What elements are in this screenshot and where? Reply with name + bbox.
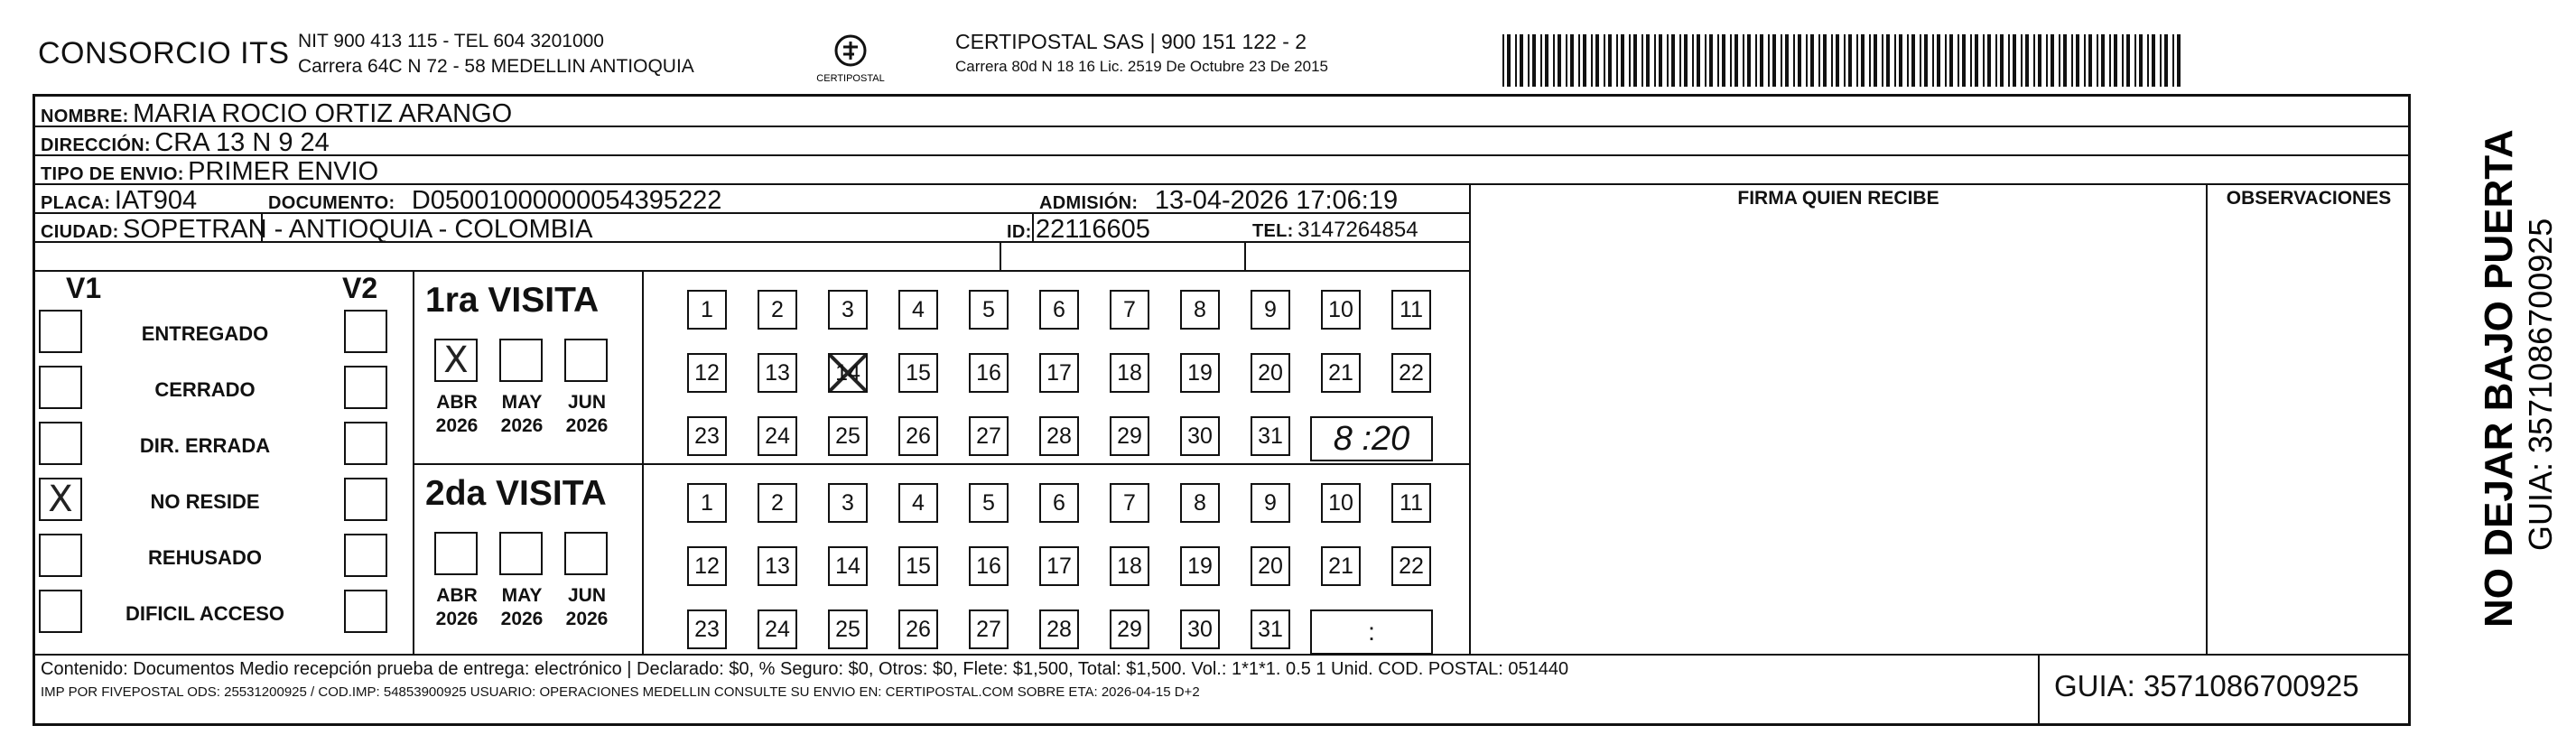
city-value: SOPETRAN - ANTIOQUIA - COLOMBIA xyxy=(123,215,593,244)
company-info xyxy=(298,29,694,79)
address-row xyxy=(41,128,330,158)
contents-line: Contenido: Documentos Medio recepción prueba de entrega: electrónico | Declarado: $0, % Seguro: $0, Otros: $0, Flete: $1,500, Total: $1,500. Vol.: 1*1*1. 0.5 1 Unid. COD. POSTAL: 051440 xyxy=(41,659,1569,679)
barcode-bar xyxy=(1692,34,1694,87)
side-panel xyxy=(2402,126,2573,632)
barcode-bar xyxy=(1793,34,1795,87)
status-label: DIFICIL ACCESO xyxy=(125,602,284,625)
barcode-bar xyxy=(1558,34,1561,87)
day-box[interactable]: 13 xyxy=(758,353,797,393)
plate-field xyxy=(41,186,197,216)
barcode-bar xyxy=(2051,34,2054,87)
barcode-bar xyxy=(1545,34,1548,87)
day-box[interactable]: 8 xyxy=(1180,483,1220,523)
name-label: NOMBRE: xyxy=(41,107,129,126)
v2-header: V2 xyxy=(342,272,378,304)
month-year: 2026 xyxy=(435,609,479,629)
day-box[interactable]: 28 xyxy=(1039,609,1079,649)
month-year: 2026 xyxy=(565,415,609,436)
barcode-bar xyxy=(1578,34,1580,87)
day-box[interactable]: 12 xyxy=(687,546,727,586)
day-box[interactable]: 2 xyxy=(758,483,797,523)
barcode-bar xyxy=(2172,34,2174,87)
courier-line2: Carrera 80d N 18 16 Lic. 2519 De Octubre 23 De 2015 xyxy=(955,58,1328,75)
day-box[interactable]: 20 xyxy=(1251,546,1290,586)
barcode-bar xyxy=(1633,34,1637,87)
barcode-bar xyxy=(2084,34,2086,87)
v1-header: V1 xyxy=(66,272,102,304)
barcode-bar xyxy=(1654,34,1656,87)
month-name: MAY xyxy=(501,585,543,606)
day-box[interactable]: 27 xyxy=(969,609,1009,649)
barcode-bar xyxy=(1856,34,1858,87)
day-box[interactable]: 18 xyxy=(1110,353,1149,393)
barcode-bar xyxy=(1528,34,1530,87)
barcode-bar xyxy=(2088,34,2092,87)
month-year: 2026 xyxy=(565,609,609,629)
name-row xyxy=(41,99,512,129)
barcode-bar xyxy=(2025,34,2029,87)
barcode-bar xyxy=(1810,34,1814,87)
status-label: ENTREGADO xyxy=(141,322,269,345)
city-label: CIUDAD: xyxy=(41,222,119,242)
day-box[interactable]: 24 xyxy=(758,416,797,456)
barcode-bar xyxy=(1604,34,1605,87)
month-checkbox[interactable] xyxy=(434,532,478,575)
barcode-bar xyxy=(1629,34,1631,87)
barcode-bar xyxy=(1697,34,1700,87)
barcode-bar xyxy=(2177,34,2181,87)
status-v1-checkbox[interactable]: X xyxy=(39,478,82,521)
recipient-address: CRA 13 N 9 24 xyxy=(154,128,330,157)
barcode-bar xyxy=(1975,34,1978,87)
barcode-bar xyxy=(1798,34,1801,87)
day-box[interactable]: 26 xyxy=(898,416,938,456)
plate-label: PLACA: xyxy=(41,193,111,213)
day-box[interactable]: 17 xyxy=(1039,353,1079,393)
barcode-bar xyxy=(2109,34,2111,87)
observations-header: OBSERVACIONES xyxy=(2226,188,2392,209)
barcode-bar xyxy=(1671,34,1675,87)
month-name: ABR xyxy=(436,392,478,413)
certipostal-logo xyxy=(814,31,887,90)
tel-label: TEL: xyxy=(1252,221,1294,241)
day-box[interactable]: 28 xyxy=(1039,416,1079,456)
barcode-bar xyxy=(1970,34,1972,87)
barcode-bar xyxy=(1899,34,1902,87)
day-box[interactable]: 13 xyxy=(758,546,797,586)
id-field xyxy=(1007,215,1150,245)
day-box[interactable]: 22 xyxy=(1391,546,1431,586)
barcode-bar xyxy=(1874,34,1877,87)
barcode-bar xyxy=(1962,34,1966,87)
document-label: DOCUMENTO: xyxy=(268,193,395,213)
barcode-bar xyxy=(2076,34,2079,87)
month-year: 2026 xyxy=(500,609,544,629)
day-box[interactable]: 4 xyxy=(898,290,938,330)
day-box[interactable]: 8 xyxy=(1180,290,1220,330)
barcode-bar xyxy=(1894,34,1896,87)
day-box[interactable]: 5 xyxy=(969,290,1009,330)
day-box[interactable]: 15 xyxy=(898,546,938,586)
month-name: JUN xyxy=(567,585,606,606)
footer-guide: GUIA: 3571086700925 xyxy=(2054,669,2359,702)
status-label: DIR. ERRADA xyxy=(139,434,271,457)
day-box[interactable]: 9 xyxy=(1251,290,1290,330)
barcode-bar xyxy=(1995,34,1997,87)
barcode-bar xyxy=(1734,34,1738,87)
day-box[interactable]: 11 xyxy=(1391,483,1431,523)
barcode-bar xyxy=(2021,34,2023,87)
status-v1-checkbox[interactable] xyxy=(39,534,82,577)
day-box[interactable]: 18 xyxy=(1110,546,1149,586)
admission-field xyxy=(1039,186,1398,216)
barcode-bar xyxy=(2063,34,2067,87)
day-box[interactable]: 6 xyxy=(1039,290,1079,330)
status-v1-checkbox[interactable] xyxy=(39,366,82,409)
month-checkbox[interactable] xyxy=(564,532,608,575)
month-label xyxy=(425,391,488,438)
day-box[interactable]: 3 xyxy=(828,483,868,523)
barcode-bar xyxy=(1844,34,1846,87)
status-label: NO RESIDE xyxy=(150,490,260,513)
barcode-bar xyxy=(1515,34,1517,87)
day-box[interactable]: 29 xyxy=(1110,416,1149,456)
month-name: JUN xyxy=(567,392,606,413)
barcode-bar xyxy=(1502,34,1504,87)
barcode-bar xyxy=(2071,34,2073,87)
barcode-bar xyxy=(2013,34,2016,87)
barcode-bar xyxy=(1540,34,1542,87)
barcode-bar xyxy=(1949,34,1953,87)
courier-info xyxy=(955,29,1328,79)
day-box[interactable]: 16 xyxy=(969,353,1009,393)
barcode-bar xyxy=(1591,34,1593,87)
barcode-bar xyxy=(2152,34,2155,87)
day-box[interactable]: 29 xyxy=(1110,609,1149,649)
day-box[interactable]: 25 xyxy=(828,416,868,456)
company-name: CONSORCIO ITS xyxy=(38,36,290,70)
barcode-bar xyxy=(1987,34,1991,87)
logo-text: CERTIPOSTAL xyxy=(816,73,885,84)
barcode-bar xyxy=(1924,34,1928,87)
company-address: Carrera 64C N 72 - 58 MEDELLIN ANTIOQUIA xyxy=(298,56,694,77)
day-box[interactable]: 6 xyxy=(1039,483,1079,523)
month-year: 2026 xyxy=(435,415,479,436)
header xyxy=(0,0,2576,101)
barcode-bar xyxy=(1848,34,1852,87)
shipment-row xyxy=(41,157,378,187)
day-box[interactable]: 10 xyxy=(1321,290,1361,330)
month-label xyxy=(490,584,553,631)
city-field xyxy=(41,215,592,245)
barcode-bar xyxy=(1532,34,1536,87)
side-guide: GUIA: 3571086700925 xyxy=(2522,218,2559,551)
status-v2-checkbox[interactable] xyxy=(344,590,387,633)
visit-title: 1ra VISITA xyxy=(425,281,600,320)
barcode-bar xyxy=(1667,34,1669,87)
barcode-bar xyxy=(1679,34,1681,87)
barcode-bar xyxy=(1861,34,1865,87)
month-year: 2026 xyxy=(500,415,544,436)
address-label: DIRECCIÓN: xyxy=(41,135,151,155)
barcode-bar xyxy=(2122,34,2124,87)
barcode-bar xyxy=(2101,34,2105,87)
plate-value: IAT904 xyxy=(114,186,198,215)
day-box[interactable]: 22 xyxy=(1391,353,1431,393)
day-box[interactable]: 19 xyxy=(1180,546,1220,586)
barcode-bar xyxy=(1616,34,1618,87)
day-box[interactable]: 14 xyxy=(828,546,868,586)
barcode-bar xyxy=(1945,34,1947,87)
barcode-bar xyxy=(1806,34,1808,87)
day-box[interactable]: 1 xyxy=(687,290,727,330)
shipment-type: PRIMER ENVIO xyxy=(188,157,379,186)
barcode-bar xyxy=(1722,34,1725,87)
barcode-bar xyxy=(2147,34,2149,87)
day-box[interactable]: 14 xyxy=(828,353,868,393)
barcode-bar xyxy=(1684,34,1688,87)
barcode-bar xyxy=(1659,34,1662,87)
day-box[interactable]: 10 xyxy=(1321,483,1361,523)
barcode-bar xyxy=(2008,34,2010,87)
barcode-bar xyxy=(2139,34,2143,87)
barcode-bar xyxy=(1507,34,1511,87)
print-info-line: IMP POR FIVEPOSTAL ODS: 25531200925 / COD.IMP: 54853900925 USUARIO: OPERACIONES MEDELLIN CONSULTE SU ENVIO EN: CERTIPOSTAL.COM SOBRE ETA: 2026-04-15 D+2 xyxy=(41,684,1200,700)
barcode-bar xyxy=(1583,34,1586,87)
barcode-bar xyxy=(2000,34,2004,87)
day-box[interactable]: 20 xyxy=(1251,353,1290,393)
day-box[interactable]: 26 xyxy=(898,609,938,649)
day-box[interactable]: 30 xyxy=(1180,416,1220,456)
barcode-bar xyxy=(1621,34,1624,87)
month-checkbox[interactable] xyxy=(499,339,543,382)
barcode-bar xyxy=(1705,34,1706,87)
barcode-bar xyxy=(1882,34,1883,87)
barcode-bar xyxy=(1570,34,1574,87)
id-value: 22116605 xyxy=(1036,215,1150,244)
visit-title: 2da VISITA xyxy=(425,474,607,513)
month-label xyxy=(555,391,618,438)
day-box[interactable]: 12 xyxy=(687,353,727,393)
day-box[interactable]: 1 xyxy=(687,483,727,523)
day-box[interactable]: 21 xyxy=(1321,353,1361,393)
barcode-bar xyxy=(1760,34,1763,87)
barcode-bar xyxy=(1937,34,1940,87)
barcode-bar xyxy=(1717,34,1719,87)
barcode-bar xyxy=(1907,34,1909,87)
barcode-bar xyxy=(1641,34,1643,87)
barcode-bar xyxy=(1831,34,1833,87)
day-box[interactable]: 9 xyxy=(1251,483,1290,523)
barcode-bar xyxy=(2033,34,2035,87)
day-box[interactable]: 21 xyxy=(1321,546,1361,586)
recipient-name: MARIA ROCIO ORTIZ ARANGO xyxy=(133,99,513,128)
barcode-bar xyxy=(1755,34,1757,87)
barcode-bar xyxy=(1869,34,1871,87)
barcode xyxy=(1502,34,2189,87)
delivery-form xyxy=(33,94,2411,726)
admission-label: ADMISIÓN: xyxy=(1039,193,1139,213)
day-box[interactable]: 31 xyxy=(1251,609,1290,649)
status-v2-checkbox[interactable] xyxy=(344,478,387,521)
day-box[interactable]: 19 xyxy=(1180,353,1220,393)
visit-time-field[interactable]: 8 :20 xyxy=(1310,416,1433,461)
barcode-bar xyxy=(1595,34,1599,87)
tel-field xyxy=(1252,218,1418,243)
barcode-bar xyxy=(2114,34,2117,87)
month-label xyxy=(490,391,553,438)
barcode-bar xyxy=(1785,34,1789,87)
day-box[interactable]: 23 xyxy=(687,609,727,649)
company-nit: NIT 900 413 115 - TEL 604 3201000 xyxy=(298,31,604,51)
barcode-bar xyxy=(1772,34,1776,87)
barcode-bar xyxy=(2126,34,2130,87)
barcode-bar xyxy=(1836,34,1839,87)
day-box[interactable]: 5 xyxy=(969,483,1009,523)
month-name: ABR xyxy=(436,585,478,606)
day-box[interactable]: 27 xyxy=(969,416,1009,456)
status-v2-checkbox[interactable] xyxy=(344,366,387,409)
barcode-bar xyxy=(1743,34,1744,87)
barcode-bar xyxy=(1608,34,1612,87)
day-box[interactable]: 23 xyxy=(687,416,727,456)
barcode-bar xyxy=(2134,34,2136,87)
day-box[interactable]: 7 xyxy=(1110,290,1149,330)
status-v2-checkbox[interactable] xyxy=(344,310,387,353)
barcode-bar xyxy=(1823,34,1827,87)
status-v1-checkbox[interactable] xyxy=(39,422,82,465)
day-box[interactable]: 24 xyxy=(758,609,797,649)
status-v2-checkbox[interactable] xyxy=(344,534,387,577)
barcode-bar xyxy=(1958,34,1959,87)
month-checkbox[interactable] xyxy=(499,532,543,575)
barcode-bar xyxy=(2059,34,2060,87)
barcode-bar xyxy=(1818,34,1820,87)
barcode-bar xyxy=(1553,34,1555,87)
day-box[interactable]: 2 xyxy=(758,290,797,330)
barcode-bar xyxy=(1709,34,1713,87)
month-name: MAY xyxy=(501,392,543,413)
side-warning: NO DEJAR BAJO PUERTA xyxy=(2477,129,2521,628)
status-v1-checkbox[interactable] xyxy=(39,310,82,353)
barcode-bar xyxy=(1566,34,1567,87)
barcode-bar xyxy=(1747,34,1751,87)
status-v1-checkbox[interactable] xyxy=(39,590,82,633)
day-box[interactable]: 3 xyxy=(828,290,868,330)
month-checkbox[interactable]: X xyxy=(434,339,478,382)
status-label: REHUSADO xyxy=(148,546,262,569)
document-value: D05001000000054395222 xyxy=(411,186,722,215)
side-text-svg xyxy=(2402,126,2573,632)
visit-time-field[interactable]: : xyxy=(1310,609,1433,655)
admission-value: 13-04-2026 17:06:19 xyxy=(1154,186,1399,215)
barcode-bar xyxy=(1768,34,1770,87)
barcode-bar xyxy=(1911,34,1915,87)
day-box[interactable]: 25 xyxy=(828,609,868,649)
tel-value: 3147264854 xyxy=(1297,218,1418,242)
barcode-bar xyxy=(1781,34,1782,87)
day-box[interactable]: 7 xyxy=(1110,483,1149,523)
signature-header: FIRMA QUIEN RECIBE xyxy=(1737,188,1939,209)
barcode-bar xyxy=(2038,34,2041,87)
day-box[interactable]: 31 xyxy=(1251,416,1290,456)
barcode-bar xyxy=(1646,34,1650,87)
month-checkbox[interactable] xyxy=(564,339,608,382)
barcode-bar xyxy=(1520,34,1523,87)
status-v2-checkbox[interactable] xyxy=(344,422,387,465)
courier-line1: CERTIPOSTAL SAS | 900 151 122 - 2 xyxy=(955,30,1307,53)
day-box[interactable]: 4 xyxy=(898,483,938,523)
shipment-label: TIPO DE ENVIO: xyxy=(41,164,184,184)
status-label: CERRADO xyxy=(154,378,256,401)
document-field xyxy=(268,186,721,216)
barcode-bar xyxy=(1983,34,1985,87)
barcode-bar xyxy=(1920,34,1921,87)
barcode-bar xyxy=(2046,34,2048,87)
barcode-bar xyxy=(1932,34,1934,87)
day-box[interactable]: 30 xyxy=(1180,609,1220,649)
month-label xyxy=(425,584,488,631)
barcode-bar xyxy=(2097,34,2098,87)
barcode-bar xyxy=(2164,34,2168,87)
day-box[interactable]: 17 xyxy=(1039,546,1079,586)
day-box[interactable]: 16 xyxy=(969,546,1009,586)
barcode-bar xyxy=(1730,34,1732,87)
barcode-bar xyxy=(2160,34,2162,87)
day-box[interactable]: 15 xyxy=(898,353,938,393)
barcode-bar xyxy=(1886,34,1890,87)
id-label: ID: xyxy=(1007,222,1032,242)
day-box[interactable]: 11 xyxy=(1391,290,1431,330)
logo-icon xyxy=(814,31,887,90)
month-label xyxy=(555,584,618,631)
